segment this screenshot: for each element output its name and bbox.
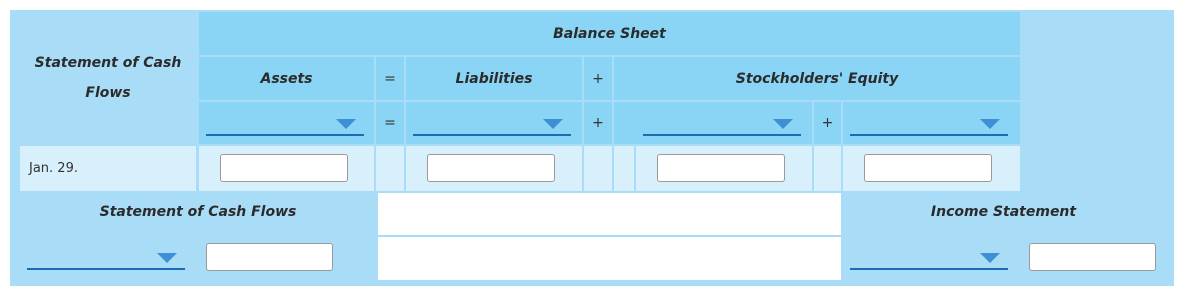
bottom-income-text: Income Statement xyxy=(930,204,1077,220)
divider xyxy=(812,146,814,191)
equity-header xyxy=(614,57,1020,100)
chevron-down-icon xyxy=(543,119,563,129)
equals-sign: = xyxy=(384,115,396,131)
liabilities-input[interactable] xyxy=(427,154,555,182)
plus-sign: + xyxy=(592,115,604,131)
cash-flows-dropdown[interactable] xyxy=(27,248,185,270)
equity-dropdown-1[interactable] xyxy=(643,114,801,136)
chevron-down-icon xyxy=(980,253,1000,263)
chevron-down-icon xyxy=(157,253,177,263)
equals-header xyxy=(376,57,404,100)
divider xyxy=(634,146,636,191)
date-label: Jan. 29. xyxy=(29,161,78,176)
liabilities-header xyxy=(406,57,582,100)
assets-input[interactable] xyxy=(220,154,348,182)
bottom-cash-flows-label xyxy=(20,204,376,220)
equity-header-label: Stockholders' Equity xyxy=(735,70,899,87)
plus-dropdown-cell xyxy=(584,102,612,144)
cash-flows-header xyxy=(20,48,196,108)
date-cell xyxy=(20,146,196,191)
divider xyxy=(582,146,584,191)
divider xyxy=(612,146,614,191)
liabilities-header-label: Liabilities xyxy=(455,70,533,87)
equity-input-1[interactable] xyxy=(657,154,785,182)
plus-sign: + xyxy=(821,115,834,131)
chevron-down-icon xyxy=(980,119,1000,129)
blank-box-top xyxy=(378,193,841,235)
divider xyxy=(404,146,406,191)
equals-dropdown-cell xyxy=(376,102,404,144)
balance-sheet-title xyxy=(199,12,1020,55)
income-dropdown[interactable] xyxy=(850,248,1008,270)
blank-box-bottom xyxy=(378,237,841,280)
assets-header xyxy=(199,57,374,100)
equals-sign: = xyxy=(384,70,396,87)
cash-flows-header-label: Statement of Cash Flows xyxy=(34,55,182,101)
chevron-down-icon xyxy=(336,119,356,129)
balance-sheet-title-label: Balance Sheet xyxy=(553,25,666,42)
assets-dropdown[interactable] xyxy=(206,114,364,136)
chevron-down-icon xyxy=(773,119,793,129)
bottom-income-label xyxy=(843,204,1164,220)
divider xyxy=(374,146,376,191)
cash-flows-input[interactable] xyxy=(206,243,333,271)
assets-header-label: Assets xyxy=(260,70,313,87)
income-input[interactable] xyxy=(1029,243,1156,271)
bottom-cash-flows-text: Statement of Cash Flows xyxy=(99,204,297,220)
plus-dropdown-cell-2 xyxy=(814,102,841,144)
divider xyxy=(841,146,843,191)
plus-sign: + xyxy=(592,70,604,87)
equity-dropdown-2[interactable] xyxy=(850,114,1008,136)
liabilities-dropdown[interactable] xyxy=(413,114,571,136)
equity-input-2[interactable] xyxy=(864,154,992,182)
plus-header xyxy=(584,57,612,100)
